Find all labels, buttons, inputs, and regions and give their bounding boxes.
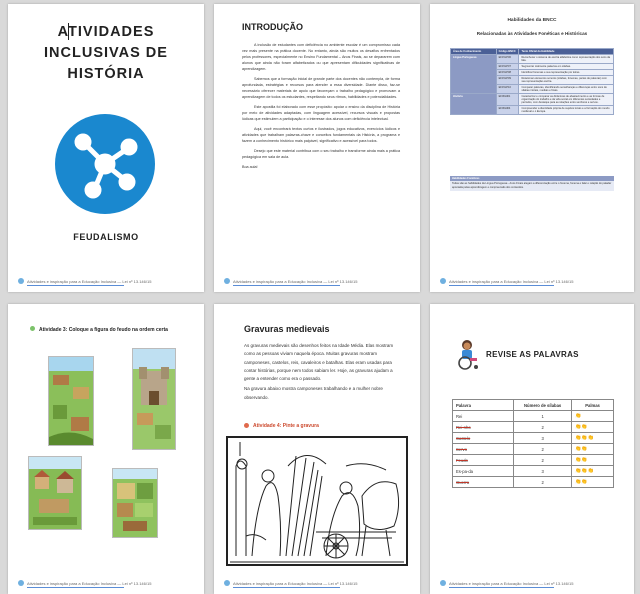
footer-dot-icon [440,580,446,586]
instruction-text: Atividade 3: Coloque a figura do feudo na ordem certa [39,327,168,333]
code-cell: EF15LP09 [496,76,519,85]
paragraph: A inclusão de estudantes com deficiência no ambiente escolar é um compromisso cada vez mais presente na prática docente. No entanto, ainda são muitos os desafios enfrentados pelos professores, especialmente no Ensino Fundamental – Anos Finais, ao se depararem com alunos que ainda não foram alfabetizados ou que apresentam dificuldades significativas de aprendizagem. [242,43,400,71]
table-row [453,433,614,444]
page-footer [18,278,194,284]
syllables-cell: 2 [514,444,572,455]
column-header: Código BNCC [496,49,519,55]
clap-icon: 👏👏 [572,444,614,455]
page-footer [224,278,410,284]
paragraph: Na gravura abaixo mostra camponeses trabalhando e a mulher nobre observando. [244,386,383,400]
paragraph: As gravuras medievais são desenhos feitos na Idade Média. Elas mostram como as pessoas viviam naquela época. Muitas gravuras mostram camponeses, castelos, reis, cavaleiros e batalhas. Elas eram usadas para contar histórias, porque nem todos sabiam ler. Hoje, as gravuras ajudam a gente a entender como era o passado. [244,343,394,382]
page-revise-palavras[interactable] [430,304,634,594]
syllables-cell: 3 [514,466,572,477]
table-row [453,422,614,433]
gravuras-body [244,342,396,402]
paragraph: Aqui, você encontrará textos curtos e ilustrados, jogos educativos, exercícios lúdicos e atividades que trabalham palavras-chave e conceitos fundamentais da História, a programa e fazem a conhecimento histórico mais palpável, significativo e acessível para todos. [242,127,400,143]
activity-instruction [30,326,190,334]
skill-cell: Compreender a identidade própria de sujeitos locais e a formação do mundo medieval e o Europa. [519,106,614,115]
word-cell: Guerra [453,477,514,488]
page-activity-3[interactable] [8,304,204,594]
footer-text: Atividades e inspiração para a Educação Inclusiva — Lei nº 13.146/15 [27,580,152,586]
page-heading: INTRODUÇÃO [242,22,303,32]
footer-line [449,285,554,286]
clap-icon: 👏👏 [572,422,614,433]
bullet-icon [244,423,249,428]
cover-title-line: ATIVIDADES [57,24,155,40]
phonetics-text: Todas são as habilidades da Língua Portuguesa - Anos Finais alegam a diferenciação entre o fonema, fonema e falar e relação do paladar apontada pelas aprendizagem e compreensão dos conteúdos. [450,181,614,191]
paragraph: Este apostila foi elaborado com esse propósito: apoiar o ensino da disciplina de História por meio de atividades adaptadas, com linguagem acessível, recursos visuais e propostas lúdicas que estimulem a participação e o interesse dos alunos com deficiência intelectual. [242,105,400,121]
table-row [451,94,614,106]
word-cell: Rei [453,411,514,422]
clap-icon: 👏👏👏 [572,466,614,477]
code-cell: EF15LP06 [496,55,519,64]
fields-image-tile[interactable] [112,468,158,538]
table-row [451,55,614,64]
word-cell: Castelo [453,433,514,444]
phonetics-header: Habilidades Fonéticas [450,176,614,181]
page-title: REVISE AS PALAVRAS [486,350,579,359]
word-cell: Es-pa-da [453,466,514,477]
phonetics-box [450,176,614,191]
feudo-image-tile[interactable] [48,356,94,446]
footer-line [27,285,124,286]
page-footer [224,580,410,586]
footer-dot-icon [18,278,24,284]
syllables-cell: 3 [514,433,572,444]
cover-subtitle: FEUDALISMO [73,232,139,242]
code-cell: EF06HI01 [496,94,519,106]
code-cell: EF15LP08 [496,70,519,76]
page-heading: Gravuras medievais [244,324,330,334]
paragraph: Desejo que este material contribua com o seu trabalho e transforme ainda mais a prática pedagógica em sala de aula. [242,149,400,159]
village-image-tile[interactable] [28,456,82,530]
word-cell: Servo [453,444,514,455]
page-footer [440,580,624,586]
table-row [453,466,614,477]
syllables-cell: 1 [514,411,572,422]
footer-text: Atividades e inspiração para a Educação Inclusiva — Lei nº 13.146/15 [233,580,358,586]
column-header: Área de Conhecimento [451,49,497,55]
footer-text: Atividades e inspiração para a Educação Inclusiva — Lei nº 13.146/15 [233,278,358,284]
syllables-cell: 2 [514,422,572,433]
activity-text: Atividade 4: Pinte a gravura [253,423,319,429]
cover-title [8,22,204,85]
bncc-title: Habilidades da BNCC [507,18,557,23]
table-row [453,455,614,466]
word-cell: Feudo [453,455,514,466]
page-footer [440,278,624,284]
syllables-cell: 2 [514,455,572,466]
clap-icon: 👏👏 [572,477,614,488]
medieval-engraving-image[interactable] [226,436,408,566]
skill-cell: Caracterizar e comparar as dinâmicas de abastecimento e as formas de organização do trabalho e da vida social em diferentes sociedades e períodos, com destaque para as relações entre senhores e servos. [519,94,614,106]
paragraph: Boa aula! [242,165,258,169]
syllables-cell: 2 [514,477,572,488]
paragraph: Sabemos que a formação inicial de grande parte dos docentes não contempla, de forma aprofundada, estratégias e recursos para atender a essa diversidade. Diante disso, faz-se necessário oferecer materiais de apoio que favoreçam o trabalho pedagógico e promovam a aprendizagem de todos os estudantes, respeitando seus ritmos, habilidades e potencialidades. [242,77,400,99]
area-cell: História [451,94,497,115]
table-row [453,444,614,455]
page-introduction[interactable] [214,4,420,292]
column-header: Palavra [453,400,514,411]
bullet-icon [30,326,35,331]
castle-image-tile[interactable] [132,348,176,450]
column-header: Palmas [572,400,614,411]
bncc-subtitle: Relacionadas às Atividades Fonéticas e Históricas [476,31,588,36]
page-gravuras[interactable] [214,304,420,594]
footer-dot-icon [440,278,446,284]
code-cell: EF15LP07 [496,64,519,70]
skill-cell: Identificar fonemas e sua representação por letras. [519,70,614,76]
clap-icon: 👏👏👏 [572,433,614,444]
footer-text: Atividades e inspiração para a Educação Inclusiva — Lei nº 13.146/15 [449,278,574,284]
table-header-row [453,400,614,411]
introduction-body [242,42,400,174]
clap-icon: 👏 [572,411,614,422]
code-cell: EF15LP10 [496,85,519,94]
word-cell: Rei-nho [453,422,514,433]
column-header: Número de sílabas [514,400,572,411]
skill-cell: Relacionar elementos sonoros (sílabas, fonemas, partes de palavras) com sua representação escrita. [519,76,614,85]
page-bncc[interactable] [430,4,634,292]
area-cell: Língua Portuguesa [451,55,497,94]
table-row [453,477,614,488]
footer-line [449,587,554,588]
footer-line [233,285,340,286]
footer-dot-icon [224,278,230,284]
child-wheelchair-icon [456,338,480,370]
network-logo-icon [55,114,155,214]
page-footer [18,580,194,586]
code-cell: EF06HI04 [496,106,519,115]
footer-dot-icon [224,580,230,586]
skill-cell: Comparar palavras, identificando semelhanças e diferenças entre sons de sílabas iniciais, mediais e finais. [519,85,614,94]
page-cover[interactable] [8,4,204,292]
bncc-table [450,48,614,115]
cover-title-line: INCLUSIVAS DE [44,45,168,61]
footer-line [233,587,340,588]
activity-heading [244,423,319,429]
cover-title-line: HISTÓRIA [67,66,145,82]
column-header: Texto Oficial da Habilidade [519,49,614,55]
footer-line [27,587,124,588]
words-table [452,399,614,488]
skill-cell: Segmentar oralmente palavras em sílabas. [519,64,614,70]
skill-cell: Reconhecer o sistema de escrita alfabética como representação dos sons da fala. [519,55,614,64]
footer-text: Atividades e inspiração para a Educação Inclusiva — Lei nº 13.146/15 [27,278,152,284]
clap-icon: 👏👏 [572,455,614,466]
table-row [453,411,614,422]
footer-dot-icon [18,580,24,586]
footer-text: Atividades e inspiração para a Educação Inclusiva — Lei nº 13.146/15 [449,580,574,586]
